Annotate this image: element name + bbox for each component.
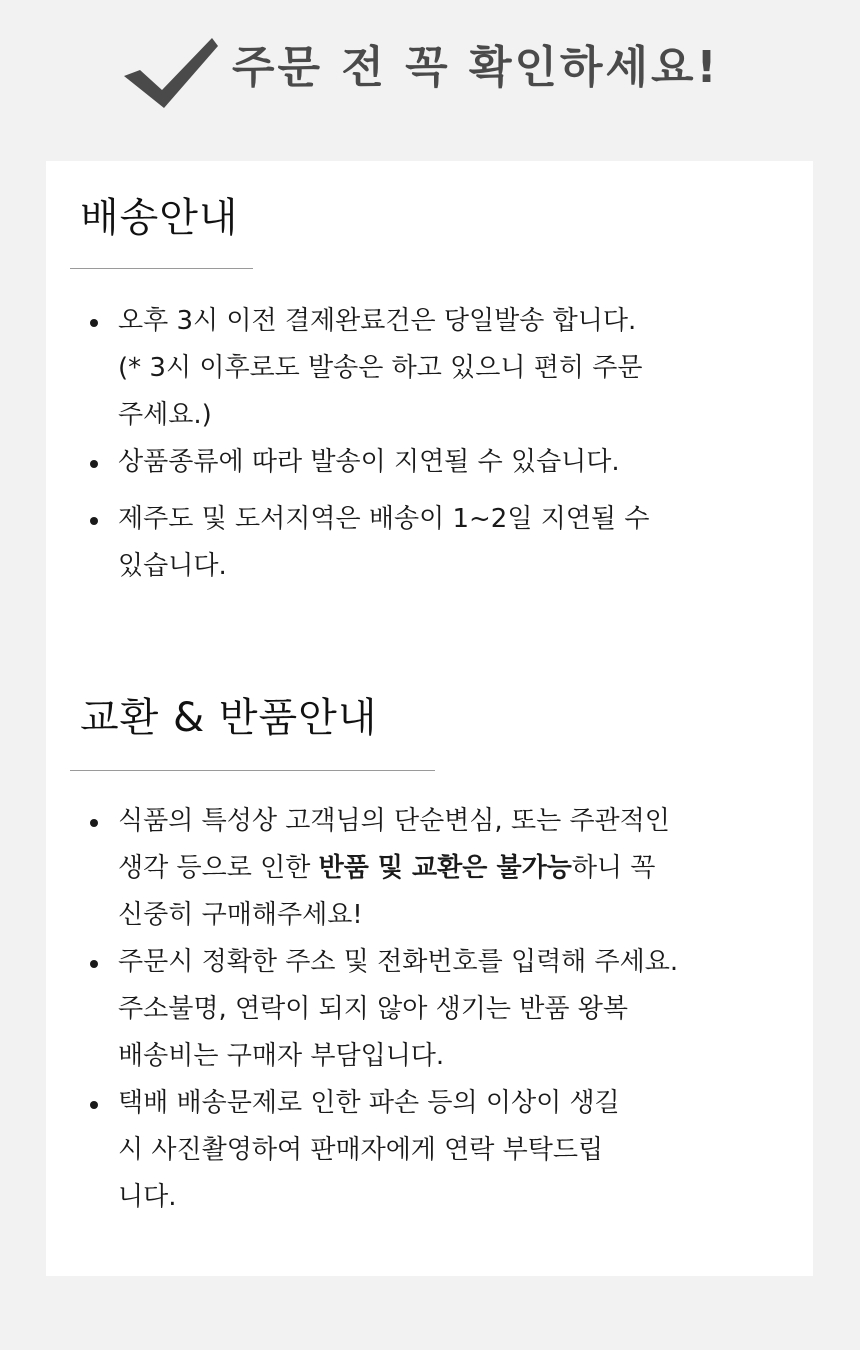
checkmark-icon [122, 34, 222, 110]
list-item [86, 496, 649, 590]
header [0, 0, 860, 160]
list-item-text: 시 사진촬영하여 판매자에게 연락 부탁드립 [118, 1135, 604, 1165]
list-item-text: 신중히 구매해주세요! [118, 900, 363, 930]
list-item-text: 식품의 특성상 고객님의 단순변심, 또는 주관적인 [118, 806, 670, 836]
bullet [90, 517, 98, 525]
list-item-text: (* 3시 이후로도 발송은 하고 있으니 편히 주문 [118, 353, 643, 383]
list-item-text: 제주도 및 도서지역은 배송이 1~2일 지연될 수 [118, 504, 650, 534]
list-item [86, 298, 649, 439]
list-item-text: 주세요.) [118, 400, 212, 430]
info-card [46, 161, 813, 1276]
bullet [90, 819, 98, 827]
list-item-text [118, 845, 678, 892]
bullet [90, 460, 98, 468]
list-item-text: 오후 3시 이전 결제완료건은 당일발송 합니다. [118, 306, 637, 336]
list-item-text: 택배 배송문제로 인한 파손 등의 이상이 생길 [118, 1088, 620, 1118]
list-item-text: 주문시 정확한 주소 및 전화번호를 입력해 주세요. [118, 947, 679, 977]
list-item [86, 939, 678, 1080]
list-item [86, 1080, 678, 1221]
no-return-emphasis: 반품 및 교환은 불가능 [318, 853, 572, 883]
list-item-text-part: 생각 등으로 인한 [118, 853, 319, 883]
bullet [90, 1101, 98, 1109]
returns-list [86, 798, 678, 1221]
page-title: 주문 전 꼭 확인하세요! [232, 42, 720, 93]
returns-divider [70, 770, 435, 771]
shipping-section-title: 배송안내 [80, 195, 239, 241]
bullet [90, 960, 98, 968]
list-item-text: 주소불명, 연락이 되지 않아 생기는 반품 왕복 [118, 994, 628, 1024]
list-item-text: 니다. [118, 1182, 177, 1212]
list-item-text: 상품종류에 따라 발송이 지연될 수 있습니다. [118, 447, 620, 477]
returns-section-title: 교환 & 반품안내 [80, 695, 378, 741]
list-item-text-part: 하니 꼭 [571, 853, 656, 883]
shipping-list [86, 298, 649, 590]
list-item-text: 배송비는 구매자 부담입니다. [118, 1041, 445, 1071]
list-item [86, 439, 649, 486]
bullet [90, 319, 98, 327]
shipping-divider [70, 268, 253, 269]
list-item [86, 798, 678, 939]
list-item-text: 있습니다. [118, 551, 227, 581]
